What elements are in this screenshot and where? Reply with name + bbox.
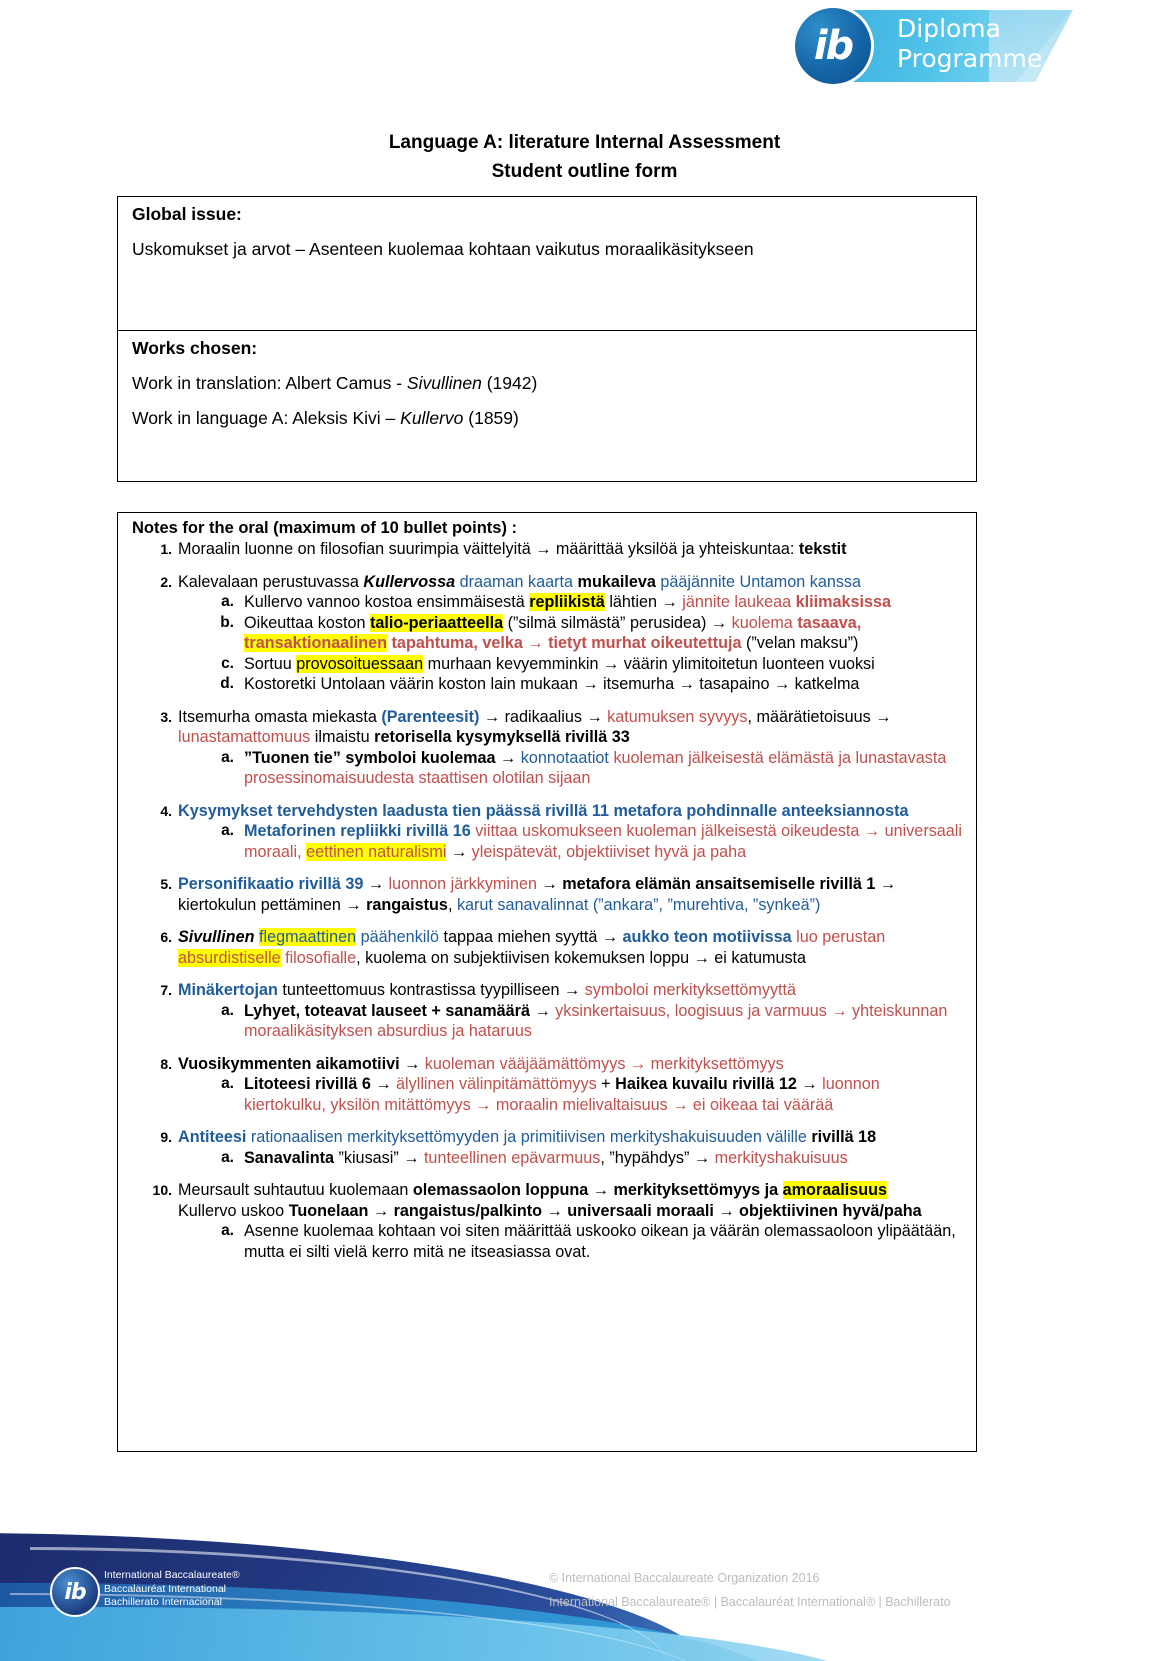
note-subitem-list (178, 1148, 966, 1169)
note-text-segment: Haikea kuvailu rivillä 12 → (615, 1075, 818, 1093)
note-subitem-letter: a. (221, 822, 234, 839)
work2-title: Kullervo (400, 408, 464, 428)
note-item-text (178, 1055, 784, 1073)
page-footer (0, 1487, 1169, 1661)
global-issue-box (117, 196, 977, 330)
note-text-segment: transaktionaalinen (244, 634, 388, 652)
note-text-segment: yleispätevät, objektiiviset hyvä ja paha (471, 842, 747, 861)
note-text-segment: tappaa miehen syyttä → (438, 928, 623, 946)
note-text-segment: (”silmä silmästä” perusidea) → (503, 613, 732, 632)
logo-text-line2: Programme (897, 44, 1043, 73)
note-subitem-list (178, 1221, 966, 1262)
note-subitem-list (178, 1074, 966, 1115)
work-in-translation-value[interactable] (118, 359, 976, 394)
note-subitem[interactable] (221, 1221, 966, 1262)
note-subitem-text (244, 614, 861, 653)
logo-text-line1: Diploma (897, 14, 1001, 43)
note-text-segment: luonnon kiertokulku, yksilön mitättömyys → moraalin mielivaltaisuus → ei oikeaa tai väärää (244, 1075, 880, 1114)
note-text-segment: luo perustan (796, 928, 886, 946)
work1-suffix: (1942) (481, 373, 538, 393)
note-text-segment: pääjännite Untamon kanssa (660, 572, 862, 591)
note-item-number: 1. (160, 541, 172, 557)
note-subitem-text (244, 1149, 848, 1167)
footer-copyright-line-2: International Baccalaureate® | Baccalauréat International® | Bachillerato (549, 1595, 951, 1609)
note-subitem[interactable] (220, 613, 966, 654)
note-item-text (178, 981, 796, 999)
note-item[interactable] (160, 980, 966, 1042)
note-subitem[interactable] (221, 1001, 966, 1042)
note-subitem-text (244, 1222, 956, 1261)
note-text-segment: rationaalisen merkityksettömyyden ja primitiivisen merkityshakuisuuden välille (246, 1128, 812, 1146)
work-in-language-a-value[interactable] (118, 394, 976, 429)
note-text-segment: Sanavalinta (244, 1148, 334, 1167)
note-subitem-list (178, 592, 966, 695)
footer-ib-roundel-icon (50, 1567, 100, 1617)
note-text-segment: , kuolema on subjektiivisen kokemuksen loppu → ei katumusta (356, 948, 807, 967)
note-subitem[interactable] (221, 654, 966, 675)
note-item[interactable] (160, 707, 966, 789)
note-text-segment: älyllinen välinpitämättömyys (391, 1075, 602, 1093)
note-item[interactable] (152, 1180, 966, 1262)
global-issue-label: Global issue: (132, 204, 242, 224)
note-text-segment: metafora elämän ansaitsemiselle rivillä 1 → (562, 875, 897, 893)
note-subitem-letter: a. (221, 1148, 234, 1166)
note-text-segment: luonnon järkkyminen (388, 875, 538, 893)
note-text-segment: aukko teon motiivissa (622, 928, 792, 946)
note-subitem-text (244, 1002, 947, 1041)
note-item-number: 9. (160, 1129, 172, 1145)
note-subitem-letter: b. (220, 613, 234, 631)
note-subitem-text (244, 749, 946, 788)
note-text-segment: symboloi merkityksettömyyttä (584, 981, 797, 999)
note-subitem-text (244, 1075, 880, 1114)
note-item[interactable] (160, 572, 966, 695)
note-text-segment: Lyhyet, toteavat lauseet + sanamäärä → (244, 1001, 551, 1020)
note-text-segment: viittaa uskomukseen kuoleman jälkeisestä oikeudesta → universaali moraali, (244, 822, 962, 861)
note-subitem-text (244, 655, 875, 673)
note-text-segment: ”Tuonen tie” symboloi kuolemaa → (244, 748, 517, 767)
work1-prefix: Work in translation: Albert Camus - (132, 373, 407, 393)
note-text-segment: Metaforinen repliikki rivillä 16 (244, 822, 471, 840)
note-text-segment: olemassaolon loppuna → merkityksettömyys ja (412, 1181, 783, 1199)
note-item[interactable] (160, 539, 966, 560)
note-subitem[interactable] (221, 821, 966, 862)
note-text-segment: Itsemurha omasta miekasta (178, 707, 382, 726)
footer-org-line-2: Baccalauréat International (104, 1582, 226, 1595)
note-text-segment: kliimaksissa (795, 593, 892, 611)
note-text-segment: kuoleman jälkeisestä elämästä ja lunastavasta prosessinomaisuudesta staattisen olotilan sijaan (244, 748, 947, 787)
note-text-segment: + (601, 1075, 616, 1093)
note-text-segment: tietyt murhat oikeutettuja (548, 634, 742, 652)
note-text-segment: rangaistus (366, 895, 448, 914)
note-item[interactable] (160, 1054, 966, 1116)
note-text-segment: tapahtuma, velka → (391, 634, 549, 652)
note-text-segment: jännite laukeaa (682, 593, 796, 611)
note-subitem-text (244, 822, 962, 861)
note-item-number: 5. (160, 876, 172, 892)
note-subitem-letter: a. (221, 593, 234, 610)
note-subitem-letter: a. (221, 1075, 234, 1092)
note-text-segment: Kullervo uskoo (178, 1201, 289, 1220)
note-text-segment: repliikistä (529, 593, 605, 611)
note-text-segment: Asenne kuolemaa kohtaan voi siten määrittää uskooko oikean ja väärän olemassaoloon ylipäätään, mutta ei silti vielä kerro mitä ne itseasiassa ovat. (244, 1222, 956, 1261)
note-item-number: 2. (160, 573, 172, 590)
note-text-segment: Kullervossa (363, 572, 456, 591)
note-text-segment: eettinen naturalismi (306, 842, 447, 861)
note-text-segment: yksinkertaisuus, loogisuus ja varmuus → yhteiskunnan moraalikäsityksen absurdius ja hataruus (244, 1001, 948, 1040)
note-text-segment: ilmaistu (310, 728, 375, 746)
note-item-number: 6. (160, 929, 172, 945)
note-item[interactable] (160, 801, 966, 863)
footer-org-line-3: Bachillerato Internacional (104, 1596, 222, 1608)
ib-diploma-programme-logo (781, 4, 1071, 90)
note-subitem-text (244, 675, 859, 693)
note-text-segment: tunteellinen epävarmuus (423, 1148, 601, 1167)
note-text-segment: , ”hypähdys” → (600, 1148, 715, 1167)
note-item[interactable] (160, 874, 966, 915)
note-text-segment: flegmaattinen (258, 928, 357, 946)
note-text-segment: absurdistiselle (178, 948, 281, 967)
note-text-segment: Vuosikymmenten aikamotiivi → (178, 1054, 421, 1073)
note-item-text (178, 1181, 922, 1220)
note-text-segment: Antiteesi (178, 1128, 247, 1146)
note-text-segment: Oikeuttaa koston (244, 613, 370, 632)
note-text-segment: kuoleman vääjäämättömyys → merkityksettömyys (420, 1054, 784, 1073)
note-text-segment: , määrätietoisuus → (747, 707, 892, 726)
note-subitem-list (178, 748, 966, 789)
note-item-number: 3. (160, 708, 172, 725)
note-item-number: 10. (152, 1182, 172, 1198)
note-text-segment: (”velan maksu”) (741, 634, 859, 652)
note-text-segment: Tuonelaan → rangaistus/palkinto → universaali moraali → objektiivinen hyvä/paha (288, 1201, 922, 1220)
note-text-segment: kiertokulun pettäminen → (178, 895, 367, 914)
note-text-segment: tekstit (798, 540, 847, 558)
note-subitem-letter: a. (221, 1001, 234, 1019)
notes-for-the-oral-box (117, 512, 977, 1452)
note-item-text (178, 928, 885, 967)
note-text-segment: provosoituessaan (296, 654, 424, 673)
note-item-number: 4. (160, 802, 172, 819)
note-subitem-letter: a. (221, 1222, 234, 1239)
note-text-segment: Kysymykset tervehdysten laadusta tien päässä rivillä 11 metafora pohdinnalle anteeksiannosta (178, 801, 909, 820)
note-item-text (178, 708, 891, 747)
note-text-segment: Personifikaatio rivillä 39 (178, 875, 364, 893)
note-item-number: 7. (160, 982, 172, 998)
notes-list (118, 539, 976, 1262)
note-text-segment: → (363, 875, 389, 893)
global-issue-value[interactable]: Uskomukset ja arvot – Asenteen kuolemaa kohtaan vaikutus moraalikäsitykseen (132, 239, 754, 259)
note-item-text (178, 540, 847, 558)
note-text-segment: Minäkertojan (178, 981, 278, 999)
note-text-segment: filosofialle (285, 948, 357, 967)
ib-roundel-icon (795, 8, 871, 84)
note-text-segment: retorisella kysymyksellä rivillä 33 (374, 728, 630, 746)
note-text-segment: Sortuu (244, 654, 297, 673)
note-text-segment: talio-periaatteella (369, 613, 504, 632)
note-text-segment: Sivullinen (178, 928, 255, 946)
note-text-segment: kuolema (731, 613, 798, 632)
work2-suffix: (1859) (463, 408, 519, 428)
note-item[interactable] (160, 1127, 966, 1168)
note-text-segment: ”kiusasi” → (333, 1148, 424, 1167)
note-text-segment: karut sanavalinnat (”ankara”, ”murehtiva, ”synkeä”) (456, 895, 821, 914)
note-item[interactable] (160, 927, 966, 968)
footer-org-names (104, 1569, 240, 1610)
work2-prefix: Work in language A: Aleksis Kivi – (132, 408, 401, 428)
note-item-text (178, 875, 896, 914)
note-text-segment: tunteettomuus kontrastissa tyypilliseen → (277, 981, 585, 999)
notes-header: Notes for the oral (maximum of 10 bullet points) : (132, 519, 518, 537)
note-text-segment: → (537, 875, 563, 893)
note-text-segment: Moraalin luonne on filosofian suurimpia väittelyitä → määrittää yksilöä ja yhteiskuntaa: (178, 540, 799, 558)
note-text-segment: Kostoretki Untolaan väärin koston lain mukaan → itsemurha → tasapaino → katkelma (244, 675, 860, 693)
note-subitem[interactable] (221, 1148, 966, 1169)
note-text-segment: amoraalisuus (782, 1181, 887, 1199)
work1-title: Sivullinen (406, 373, 482, 393)
note-text-segment: merkityshakuisuus (714, 1148, 848, 1167)
ib-monogram: ib (813, 23, 853, 69)
note-item-number: 8. (160, 1055, 172, 1072)
note-item-text (178, 1128, 876, 1146)
note-text-segment: rivillä 18 (811, 1128, 877, 1146)
note-subitem[interactable] (220, 674, 966, 695)
note-text-segment: Kullervo vannoo kostoa ensimmäisestä (244, 593, 530, 611)
note-text-segment: , (447, 895, 457, 914)
note-subitem[interactable] (221, 592, 966, 613)
note-subitem[interactable] (221, 1074, 966, 1115)
note-subitem-list (178, 1001, 966, 1042)
note-subitem-letter: a. (221, 748, 234, 766)
footer-copyright-line-1: © International Baccalaureate Organization 2016 (549, 1571, 820, 1585)
footer-copyright (549, 1566, 951, 1614)
note-text-segment: Litoteesi rivillä 6 → (244, 1075, 392, 1093)
note-item-text (178, 802, 909, 820)
note-subitem[interactable] (221, 748, 966, 789)
note-subitem-list (178, 821, 966, 862)
footer-org-line-1: International Baccalaureate® (104, 1569, 240, 1581)
works-chosen-box (117, 330, 977, 482)
page-title: Language A: literature Internal Assessment (388, 132, 781, 153)
note-text-segment: draaman kaarta (459, 572, 574, 591)
note-text-segment: (Parenteesit) (381, 707, 480, 726)
note-text-segment: konnotaatiot (516, 748, 614, 767)
page-subtitle: Student outline form (491, 161, 678, 182)
note-text-segment: → radikaalius → (479, 707, 608, 726)
logo-text (897, 14, 1077, 74)
works-chosen-label: Works chosen: (132, 338, 258, 358)
note-text-segment: murhaan kevyemminkin → väärin ylimitoitetun luonteen vuoksi (423, 654, 875, 673)
note-subitem-letter: c. (221, 654, 234, 672)
note-item-text (178, 573, 861, 591)
note-text-segment: lunastamattomuus (178, 728, 311, 746)
note-text-segment: katumuksen syvyys (607, 707, 748, 726)
note-text-segment: päähenkilö (360, 928, 439, 946)
footer-ib-monogram: ib (64, 1579, 86, 1605)
note-text-segment: → (446, 842, 472, 861)
note-text-segment: Meursault suhtautuu kuolemaan (178, 1181, 413, 1199)
note-text-segment: Kalevalaan perustuvassa (178, 572, 364, 591)
note-subitem-letter: d. (220, 675, 234, 692)
note-subitem-text (244, 593, 891, 611)
note-text-segment: lähtien → (604, 593, 683, 611)
note-text-segment: tasaava, (797, 613, 862, 632)
note-text-segment: mukaileva (577, 572, 656, 591)
